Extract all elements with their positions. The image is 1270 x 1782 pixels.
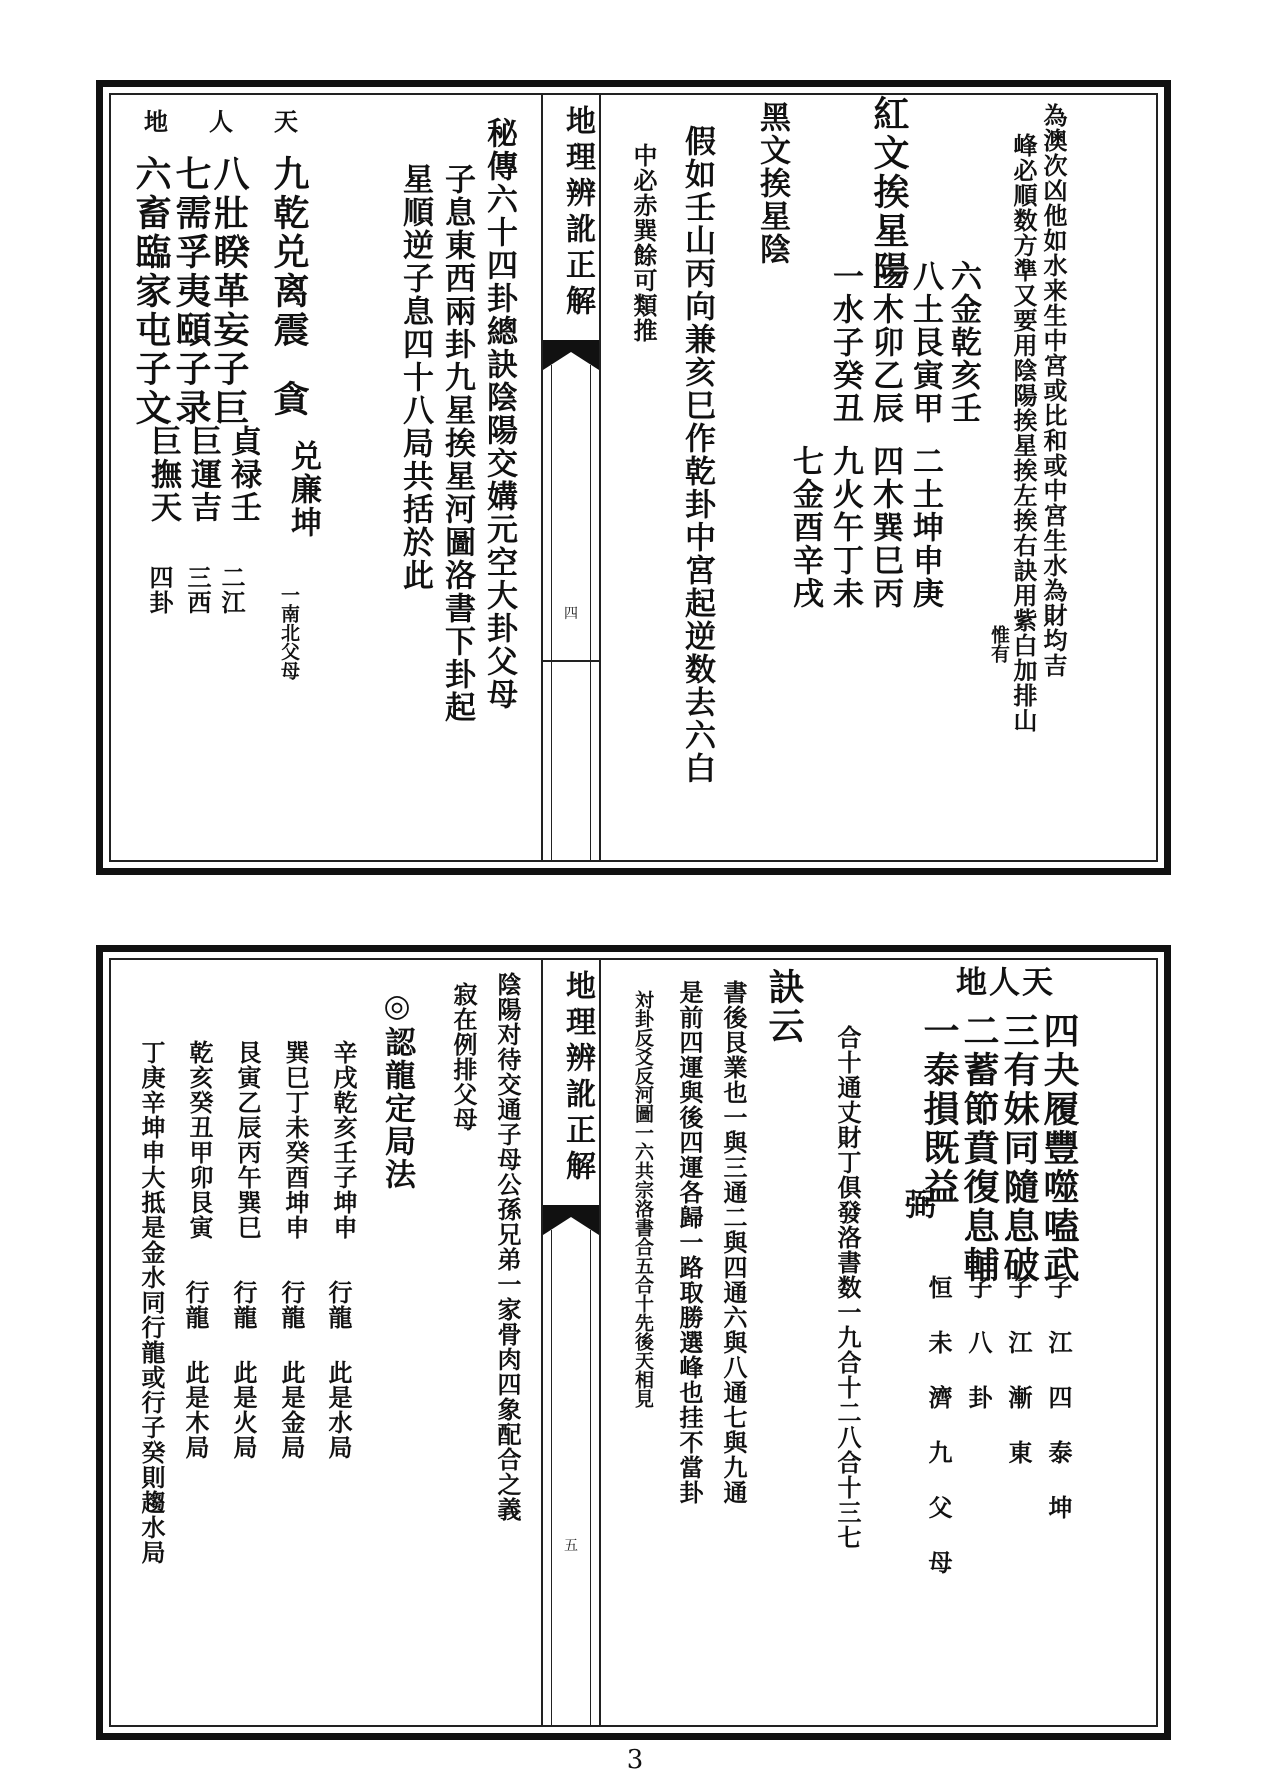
dragon-row5: 丁庚辛坤申大抵是金水同行龍或行子癸則趨水局 [137,1040,166,1565]
pair-a-1: 六金乾亥壬 [945,260,981,425]
top-left-col3: 星順逆子息四十八局共括於此 [397,163,433,592]
label-ren: 人 [209,107,234,136]
grid-tail-2: 貞禄壬 [225,425,261,524]
bottom-note3: 子 八 卦 [964,1275,993,1410]
dragon-row4-b: 行龍 [181,1280,210,1330]
bottom-note1: 子 江 四 泰 坤 [1044,1275,1073,1520]
grid-row-2: 八壯睽革妄子巨 [208,155,250,428]
bottom-page-frame [109,958,1158,1727]
grid-small-4: 四卦 [145,565,174,615]
top-folio: 四 [564,606,578,622]
bottom-row1: 四夬履豐噬嗑武 [1038,1012,1080,1285]
bottom-left-col1: 陰陽对待交通子母公孫兄弟一家骨肉四象配合之義 [493,972,522,1522]
bottom-row4: 一泰損既益 [918,1012,960,1207]
top-right-col5: 假如壬山丙向兼亥巳作乾卦中宮起逆数去六白 [679,125,715,785]
bottom-col-b: 書後艮業也一與三通二與四通六與八通七與九通 [719,980,748,1505]
top-book-title: 地理辨訛正解 [560,105,595,321]
top-right-col2-tail: 惟有 [988,625,1010,663]
dragon-row3-b: 行龍 [229,1280,258,1330]
pair-b-4: 七金酉辛戌 [787,445,823,610]
page-number: 3 [626,1745,644,1775]
grid-tail-1: 兑廉坤 [285,440,321,539]
jue-yun: 訣云 [763,968,805,1046]
grid-tail-4: 巨撫天 [145,425,181,524]
top-right-col3: 紅文挨星陽 [868,95,910,290]
pair-a-4: 一水子癸丑 [827,260,863,425]
bottom-row4-tag: 弼 [899,1188,935,1221]
bottom-left-col2: 寂在例排父母 [449,982,478,1132]
dragon-row1-a: 辛戌乾亥壬子坤申 [329,1040,358,1240]
bottom-spine [541,960,601,1725]
dragon-row3-a: 艮寅乙辰丙午巽巳 [233,1040,262,1240]
dragon-row1-b: 行龍 [324,1280,353,1330]
bottom-note2: 子 江 漸 東 [1004,1275,1033,1465]
top-right-col2: 峰必順数方準又要用陰陽挨星挨左挨右訣用紫白加排山 [1009,133,1038,733]
bottom-header: 地人天 [956,965,1055,1001]
label-tian: 天 [274,107,299,136]
grid-small-2: 二江 [217,565,246,615]
top-right-col6: 中必赤巽餘可類推 [629,143,658,343]
dragon-heading: ◎認龍定局法 [379,988,415,1191]
pair-b-1: 二土坤申庚 [907,445,943,610]
bottom-row3: 二蓄節賁復息輔 [958,1012,1000,1285]
top-header-labels [144,107,299,136]
label-di: 地 [144,107,169,136]
dragon-row4-a: 乾亥癸丑甲卯艮寅 [185,1040,214,1240]
top-left-col1: 秘傳六十四卦總訣陰陽交媾元空大卦父母 [481,117,517,711]
grid-row-1: 九乾兑离震貪 [268,155,310,419]
pair-a-3: 三木卯乙辰 [867,260,903,425]
top-right-col4: 黑文挨星陰 [754,101,790,266]
dragon-row2-c: 此是金局 [277,1360,306,1460]
top-page [96,80,1171,875]
top-right-col1: 為澳次凶他如水来生中宮或比和或中宮生水為財均吉 [1039,103,1068,678]
bottom-col-a: 合十通丈財丁俱發洛書数一九合十二八合十三七 [833,1025,862,1550]
bottom-row2: 三有妹同隨息破 [998,1012,1040,1285]
dragon-row3-c: 此是火局 [229,1360,258,1460]
grid-tail-3: 巨運吉 [185,425,221,524]
bottom-col-c: 是前四運與後四運各歸一路取勝選峰也挂不當卦 [675,980,704,1505]
dragon-row1-c: 此是水局 [324,1360,353,1460]
top-left-col2: 子息東西兩卦九星挨星河圖洛書下卦起 [439,163,475,724]
bottom-col-d: 対卦反爻反河圖一六共宗洛書合五合十先後天相見 [632,990,654,1408]
bottom-page [96,945,1171,1740]
top-spine [541,95,601,860]
grid-small-1: 一南北父母 [278,585,300,680]
grid-small-3: 三西 [183,565,212,615]
grid-row-3: 七需孚夷頤子录 [170,155,212,428]
pair-b-2: 四木巽巳丙 [867,445,903,610]
grid-row-4: 六畜臨家屯子文 [130,155,172,428]
bottom-book-title: 地理辨訛正解 [560,970,595,1186]
dragon-row2-b: 行龍 [277,1280,306,1330]
pair-b-3: 九火午丁未 [827,445,863,610]
circle-bullet-icon: ◎ [379,988,415,1026]
pair-a-2: 八土艮寅甲 [907,260,943,425]
top-page-frame [109,93,1158,862]
bottom-note4: 恒 未 濟 九 父 母 [924,1275,953,1575]
dragon-row2-a: 巽巳丁未癸酉坤申 [281,1040,310,1240]
dragon-row4-c: 此是木局 [181,1360,210,1460]
bottom-folio: 五 [564,1538,578,1554]
